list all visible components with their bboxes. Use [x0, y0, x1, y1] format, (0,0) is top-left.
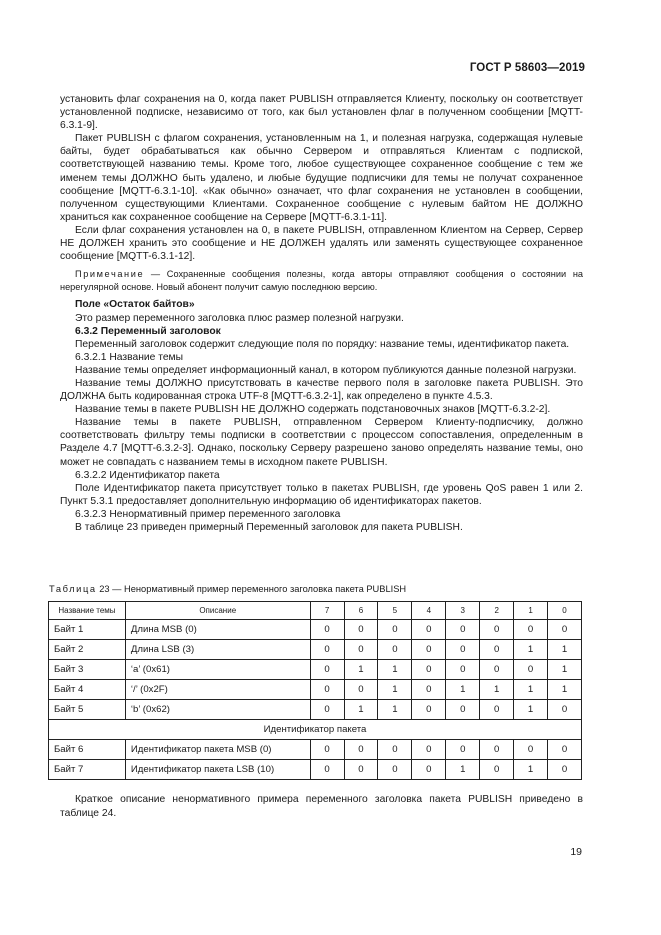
column-header: 2 — [480, 602, 514, 620]
standard-header: ГОСТ Р 58603—2019 — [469, 62, 585, 74]
subsection-heading: 6.3.2.3 Ненормативный пример переменного заголовка — [75, 508, 341, 520]
bit-cell: 0 — [514, 660, 548, 680]
bit-cell: 0 — [378, 620, 412, 640]
section-heading: 6.3.2 Переменный заголовок — [75, 325, 221, 337]
caption-text: 23 — Ненормативный пример переменного заголовка пакета PUBLISH — [96, 584, 407, 594]
bit-cell: 1 — [446, 680, 480, 700]
paragraph: Название темы ДОЛЖНО присутствовать в качестве первого поля в заголовке пакета PUBLISH. Это ДОЛЖНА быть кодированная строка UTF-8 [MQTT-6.3.2-1], как определено в пункте 4.5.3. — [60, 377, 583, 403]
bit-cell: 1 — [548, 640, 582, 660]
bit-cell: 1 — [378, 680, 412, 700]
bit-cell: 0 — [344, 760, 378, 780]
field-title: Поле «Остаток байтов» — [75, 299, 195, 311]
description-cell: Идентификатор пакета MSB (0) — [125, 740, 310, 760]
description-cell: Идентификатор пакета LSB (10) — [125, 760, 310, 780]
bit-cell: 0 — [548, 700, 582, 720]
column-header: 0 — [548, 602, 582, 620]
bit-cell: 1 — [548, 680, 582, 700]
closing-paragraph: Краткое описание ненормативного примера переменного заголовка пакета PUBLISH приведено в таблице 24. — [60, 794, 583, 819]
bit-cell: 1 — [480, 680, 514, 700]
column-header: 4 — [412, 602, 446, 620]
byte-name-cell: Байт 5 — [49, 700, 126, 720]
table-caption — [49, 584, 406, 594]
bit-cell: 0 — [344, 740, 378, 760]
page-number: 19 — [570, 846, 582, 858]
note-label: Примечание — [75, 269, 145, 280]
bit-cell: 1 — [446, 760, 480, 780]
paragraph: Название темы в пакете PUBLISH, отправленном Сервером Клиенту-подписчику, должно соответствовать фильтру темы подписки в соответствии с процессом сопоставления, определенным в Разделе 4.7 [MQTT-6.3.2-3]. Однако, поскольку Серверу разрешено заново определять название темы, оно может не совпадать с названием темы в исходном пакете PUBLISH. — [60, 417, 583, 468]
bit-cell: 0 — [446, 660, 480, 680]
bit-cell: 0 — [310, 660, 344, 680]
paragraph: Название темы в пакете PUBLISH НЕ ДОЛЖНО содержать подстановочных знаков [MQTT-6.3.2-2]. — [75, 404, 551, 416]
paragraph: Если флаг сохранения установлен на 0, в пакете PUBLISH, отправленном Клиентом на Сервер, Сервер НЕ ДОЛЖЕН хранить это сообщение и НЕ ДОЛЖЕН удалять или заменять существующее сохраненное сообщение [MQTT-6.3.1-12]. — [60, 224, 583, 263]
bit-cell: 0 — [378, 640, 412, 660]
byte-name-cell: Байт 4 — [49, 680, 126, 700]
description-cell: ‘/’ (0x2F) — [125, 680, 310, 700]
bit-cell: 0 — [344, 620, 378, 640]
paragraph: В таблице 23 приведен примерный Переменный заголовок для пакета PUBLISH. — [75, 522, 463, 533]
bit-cell: 0 — [310, 700, 344, 720]
byte-name-cell: Байт 7 — [49, 760, 126, 780]
bit-cell: 0 — [378, 740, 412, 760]
bit-cell: 0 — [412, 740, 446, 760]
bit-cell: 0 — [378, 760, 412, 780]
column-header: 3 — [446, 602, 480, 620]
bit-cell: 0 — [412, 680, 446, 700]
byte-name-cell: Байт 3 — [49, 660, 126, 680]
description-cell: ‘b’ (0x62) — [125, 700, 310, 720]
bit-cell: 0 — [548, 760, 582, 780]
table-span-row — [49, 720, 582, 740]
table-row — [49, 760, 582, 780]
bit-cell: 0 — [514, 740, 548, 760]
bit-cell: 0 — [310, 740, 344, 760]
bit-cell: 0 — [310, 620, 344, 640]
bit-cell: 0 — [548, 620, 582, 640]
bit-cell: 0 — [310, 680, 344, 700]
description-cell: ‘a’ (0x61) — [125, 660, 310, 680]
bit-cell: 1 — [344, 660, 378, 680]
description-cell: Длина MSB (0) — [125, 620, 310, 640]
bit-cell: 0 — [344, 640, 378, 660]
bit-cell: 0 — [446, 700, 480, 720]
column-header: 6 — [344, 602, 378, 620]
column-header: Название темы — [49, 602, 126, 620]
byte-name-cell: Байт 1 — [49, 620, 126, 640]
bit-cell: 1 — [378, 700, 412, 720]
bit-cell: 1 — [344, 700, 378, 720]
paragraph: Переменный заголовок содержит следующие поля по порядку: название темы, идентификатор пакета. — [75, 338, 570, 350]
bit-cell: 0 — [480, 620, 514, 640]
bit-cell: 1 — [378, 660, 412, 680]
bit-cell: 0 — [446, 740, 480, 760]
bit-cell: 0 — [412, 660, 446, 680]
bit-cell: 0 — [412, 700, 446, 720]
table-row — [49, 680, 582, 700]
bit-cell: 0 — [480, 640, 514, 660]
paragraph: Название темы определяет информационный канал, в котором публикуются данные полезной нагрузки. — [75, 364, 577, 376]
bit-cell: 0 — [480, 740, 514, 760]
bit-cell: 1 — [514, 760, 548, 780]
table-row — [49, 640, 582, 660]
bit-cell: 0 — [446, 620, 480, 640]
byte-name-cell: Байт 6 — [49, 740, 126, 760]
note-text: — Сохраненные сообщения полезны, когда авторы отправляют сообщения о состоянии на нерегулярной основе. Новый абонент получит самую последнюю версию. — [60, 269, 583, 292]
paragraph: Пакет PUBLISH с флагом сохранения, установленным на 1, и полезная нагрузка, содержащая нулевые байты, будет обрабатываться как обычно Сервером и отправляться Клиентам с подпиской, соответствующей названию темы. Кроме того, любое существующее сохраненное сообщение с тем же именем темы ДОЛЖНО быть удалено, и любые будущие подписчики для темы не получат сохраненное сообщение [MQTT-6.3.1-10]. «Как обычно» означает, что флаг сохранения не установлен в сообщении, полученном существующими Клиентами. Сохраненное сообщение с нулевым байтом НЕ ДОЛЖНО храниться как сохраненное сообщение на Сервере [MQTT-6.3.1-11]. — [60, 133, 583, 223]
table-row — [49, 700, 582, 720]
paragraph: Это размер переменного заголовка плюс размер полезной нагрузки. — [75, 312, 404, 324]
bit-cell: 0 — [412, 760, 446, 780]
table-header-row — [49, 602, 582, 620]
caption-label: Таблица — [49, 584, 97, 594]
bit-cell: 1 — [548, 660, 582, 680]
bit-cell: 0 — [412, 620, 446, 640]
subsection-heading: 6.3.2.2 Идентификатор пакета — [75, 469, 220, 481]
bit-cell: 1 — [514, 640, 548, 660]
body-text — [60, 93, 583, 534]
bit-cell: 0 — [548, 740, 582, 760]
column-header: 1 — [514, 602, 548, 620]
paragraph: Поле Идентификатор пакета присутствует только в пакетах PUBLISH, где уровень QoS равен 1 или 2. Пункт 5.3.1 предоставляет дополнительную информацию об идентификаторах пакетов. — [60, 482, 583, 507]
table-row — [49, 660, 582, 680]
bit-cell: 1 — [514, 700, 548, 720]
note — [60, 268, 583, 293]
column-header: Описание — [125, 602, 310, 620]
bit-cell: 0 — [514, 620, 548, 640]
bit-cell: 0 — [310, 640, 344, 660]
bit-cell: 0 — [446, 640, 480, 660]
bit-cell: 0 — [480, 700, 514, 720]
subsection-heading: 6.3.2.1 Название темы — [75, 351, 184, 363]
variable-header-table — [48, 601, 582, 780]
bit-cell: 0 — [344, 680, 378, 700]
bit-cell: 0 — [412, 640, 446, 660]
column-header: 5 — [378, 602, 412, 620]
table-row — [49, 740, 582, 760]
table-row — [49, 620, 582, 640]
packet-identifier-label: Идентификатор пакета — [49, 720, 582, 740]
paragraph: установить флаг сохранения на 0, когда пакет PUBLISH отправляется Клиенту, поскольку он соответствует установленной подписке, независимо от того, как был установлен флаг в полученном сообщении [MQTT-6.3.1-9]. — [60, 94, 583, 132]
column-header: 7 — [310, 602, 344, 620]
bit-cell: 0 — [480, 760, 514, 780]
bit-cell: 0 — [480, 660, 514, 680]
bit-cell: 0 — [310, 760, 344, 780]
description-cell: Длина LSB (3) — [125, 640, 310, 660]
byte-name-cell: Байт 2 — [49, 640, 126, 660]
bit-cell: 1 — [514, 680, 548, 700]
